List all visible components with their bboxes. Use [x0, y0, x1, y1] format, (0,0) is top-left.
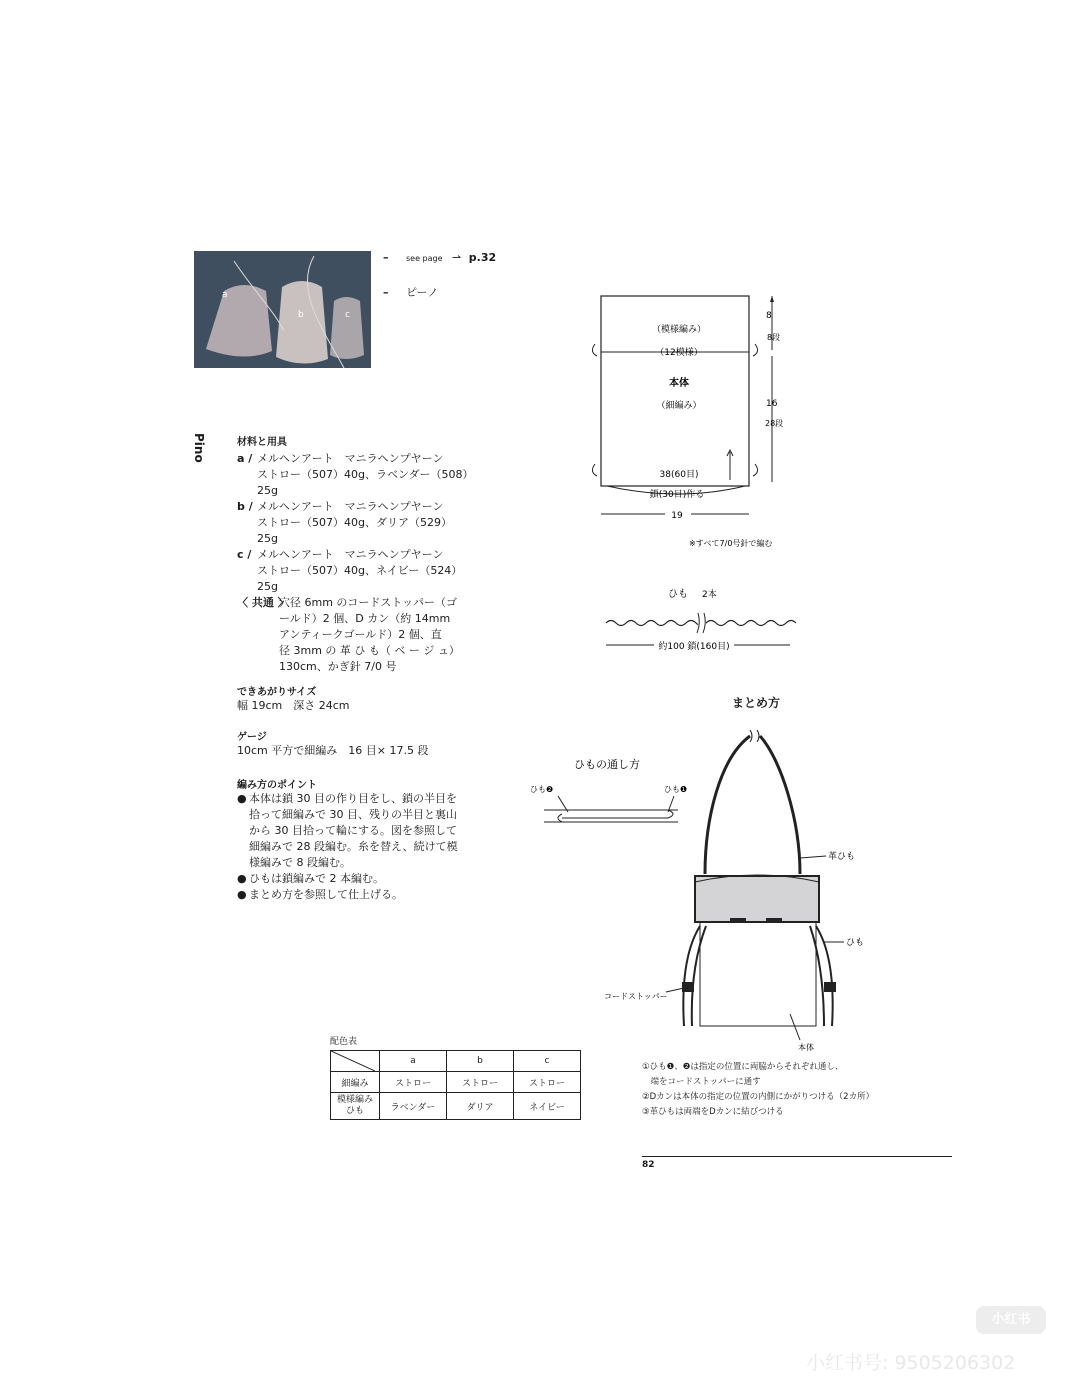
bottom-stitch: 38(60目): [659, 470, 699, 480]
points-list: [237, 791, 458, 903]
color-table: [330, 1050, 581, 1120]
material-line: 25g: [257, 580, 278, 593]
color-cell: ストロー: [380, 1072, 447, 1093]
color-row-label: 細編み: [331, 1072, 380, 1093]
assembly-title: まとめ方: [732, 696, 781, 710]
stopper-right: [824, 982, 836, 992]
width-label: 19: [671, 511, 683, 521]
top-label: （模様編み）: [651, 325, 707, 335]
size-section: [237, 683, 350, 714]
watermark-id: 小红书号: 9505206302: [806, 1352, 1016, 1374]
chain-label: 鎖(30目)作る: [649, 490, 705, 500]
see-page-label: see page: [406, 254, 443, 263]
cord-length: 約100 鎖(160目): [658, 642, 730, 652]
assembly-notes: [642, 1060, 874, 1120]
see-page-ref: – see page ⇀ p.32: [383, 251, 497, 264]
stopper-left: [682, 982, 694, 992]
color-cell: ダリア: [447, 1093, 514, 1120]
photo-label-c: c: [345, 310, 350, 320]
point-line: 様編みで 8 段編む。: [249, 856, 351, 869]
leather-label: 革ひも: [828, 852, 856, 862]
gauge-text: 10cm 平方で細編み 16 目× 17.5 段: [237, 744, 429, 757]
material-line: メルヘンアート マニラヘンプヤーン: [257, 452, 444, 465]
arrow-icon: ⇀: [452, 251, 462, 264]
assembly-note-line: ③革ひもは両端をDカンに結びつける: [642, 1107, 784, 1117]
threading-left: ひも❷: [530, 785, 554, 794]
pattern-name-en: [192, 433, 208, 473]
assembly-note-line: ②Dカンは本体の指定の位置の内側にかがりつける（2カ所）: [642, 1092, 875, 1102]
assembly-diagram: [600, 728, 870, 1058]
material-line: メルヘンアート マニラヘンプヤーン: [257, 548, 444, 561]
material-line: ストロー（507）40g、ネイビー（524）: [257, 564, 463, 577]
material-item: [237, 595, 474, 675]
material-line: ストロー（507）40g、ダリア（529）: [257, 516, 452, 529]
color-cell: ストロー: [514, 1072, 581, 1093]
material-item: [237, 451, 474, 499]
body-label-assembly: 本体: [798, 1043, 814, 1052]
right-bottom-dim: 16: [766, 399, 778, 409]
size-text: 幅 19cm 深さ 24cm: [237, 699, 350, 712]
point-line: から 30 目拾って輪にする。図を参照して: [249, 824, 457, 837]
body-label: 本体: [669, 378, 689, 389]
stopper-label: コードストッパー: [604, 992, 668, 1001]
material-line: ールド）2 個、D カン（約 14mm: [279, 612, 451, 625]
assembly-note-line: 端をコードストッパーに通す: [642, 1077, 761, 1087]
point-line: 本体は鎖 30 目の作り目をし、鎖の半目を: [249, 792, 457, 805]
page-number: 82: [642, 1160, 655, 1170]
right-top-dim: 8: [766, 311, 772, 321]
points-heading: 編み方のポイント: [237, 780, 317, 791]
point-line: ひもは鎖編みで 2 本編む。: [249, 872, 384, 885]
photo-label-a: a: [222, 290, 228, 300]
bullet-icon: ●: [237, 792, 247, 805]
bag-body: [700, 922, 816, 1026]
right-bottom-rows: 28段: [765, 419, 784, 428]
pattern-name-en-text: Pino: [192, 433, 206, 463]
right-top-rows: 8段: [767, 333, 781, 342]
pattern-name-jp: – ピーノ: [383, 286, 439, 299]
color-row-label: 模様編み ひも: [331, 1093, 380, 1120]
material-line: アンティークゴールド）2 個、直: [279, 628, 442, 641]
material-key: 〈 共通 〉: [237, 596, 289, 609]
leather-strap-left: [705, 736, 750, 874]
materials-heading: 材料と用具: [237, 437, 287, 448]
point-line: 拾って細編みで 30 目、残りの半目と裏山: [249, 808, 457, 821]
threading-right: ひも❶: [664, 785, 688, 794]
band-label: （12模様）: [655, 348, 703, 358]
drawstring-bags-photo: [194, 251, 371, 368]
point-item: [237, 791, 458, 871]
point-item: [237, 871, 458, 887]
gauge-heading: ゲージ: [237, 732, 267, 743]
material-key: c /: [237, 548, 252, 561]
material-line: 130cm、かぎ針 7/0 号: [279, 660, 397, 673]
size-heading: できあがりサイズ: [237, 687, 317, 698]
leather-strap-right: [760, 736, 800, 874]
color-cell: ストロー: [447, 1072, 514, 1093]
materials-section: [237, 433, 474, 675]
threading-title: ひもの通し方: [574, 758, 640, 771]
point-line: 細編みで 28 段編む。糸を替え、続けて模: [249, 840, 458, 853]
color-col-header: a: [380, 1051, 447, 1072]
material-line: ストロー（507）40g、ラベンダー（508）: [257, 468, 474, 481]
color-table-title: 配色表: [330, 1037, 358, 1047]
bullet-icon: ●: [237, 888, 247, 901]
point-line: まとめ方を参照して仕上げる。: [249, 888, 403, 901]
color-cell: ラベンダー: [380, 1093, 447, 1120]
body-diagram: [585, 290, 795, 555]
material-line: メルヘンアート マニラヘンプヤーン: [257, 500, 444, 513]
color-col-header: c: [514, 1051, 581, 1072]
cord-title: ひも: [668, 589, 688, 600]
needle-note: ※すべて7/0号針で編む: [689, 539, 773, 548]
point-item: [237, 887, 458, 903]
material-line: 25g: [257, 532, 278, 545]
color-table-corner: [331, 1051, 380, 1072]
pattern-band: [695, 876, 819, 922]
product-photo: [194, 251, 371, 368]
bullet-icon: ●: [237, 872, 247, 885]
cord-count: 2本: [702, 590, 717, 600]
cord-label: ひも: [846, 938, 865, 948]
photo-label-b: b: [298, 310, 304, 320]
material-key: a /: [237, 452, 253, 465]
points-section: [237, 776, 458, 903]
footer-rule: [642, 1156, 952, 1157]
material-line: 25g: [257, 484, 278, 497]
pattern-name-jp-text: ピーノ: [406, 286, 439, 299]
color-table-section: [330, 1034, 581, 1120]
assembly-note-line: ①ひも❶、❷は指定の位置に両脇からそれぞれ通し、: [642, 1062, 844, 1072]
material-line: 径 3mm の 革 ひ も（ ベ ー ジ ュ）: [279, 644, 460, 657]
material-key: b /: [237, 500, 253, 513]
body-sub: （細編み）: [656, 401, 702, 411]
material-line: 穴径 6mm のコードストッパー（ゴ: [279, 596, 457, 609]
materials-list: [237, 451, 474, 675]
cord-diagram: [600, 583, 800, 655]
material-item: [237, 547, 474, 595]
color-cell: ネイビー: [514, 1093, 581, 1120]
material-item: [237, 499, 474, 547]
color-col-header: b: [447, 1051, 514, 1072]
page-ref: p.32: [468, 251, 497, 264]
gauge-section: [237, 728, 428, 759]
watermark-logo: 小红书: [976, 1306, 1046, 1334]
